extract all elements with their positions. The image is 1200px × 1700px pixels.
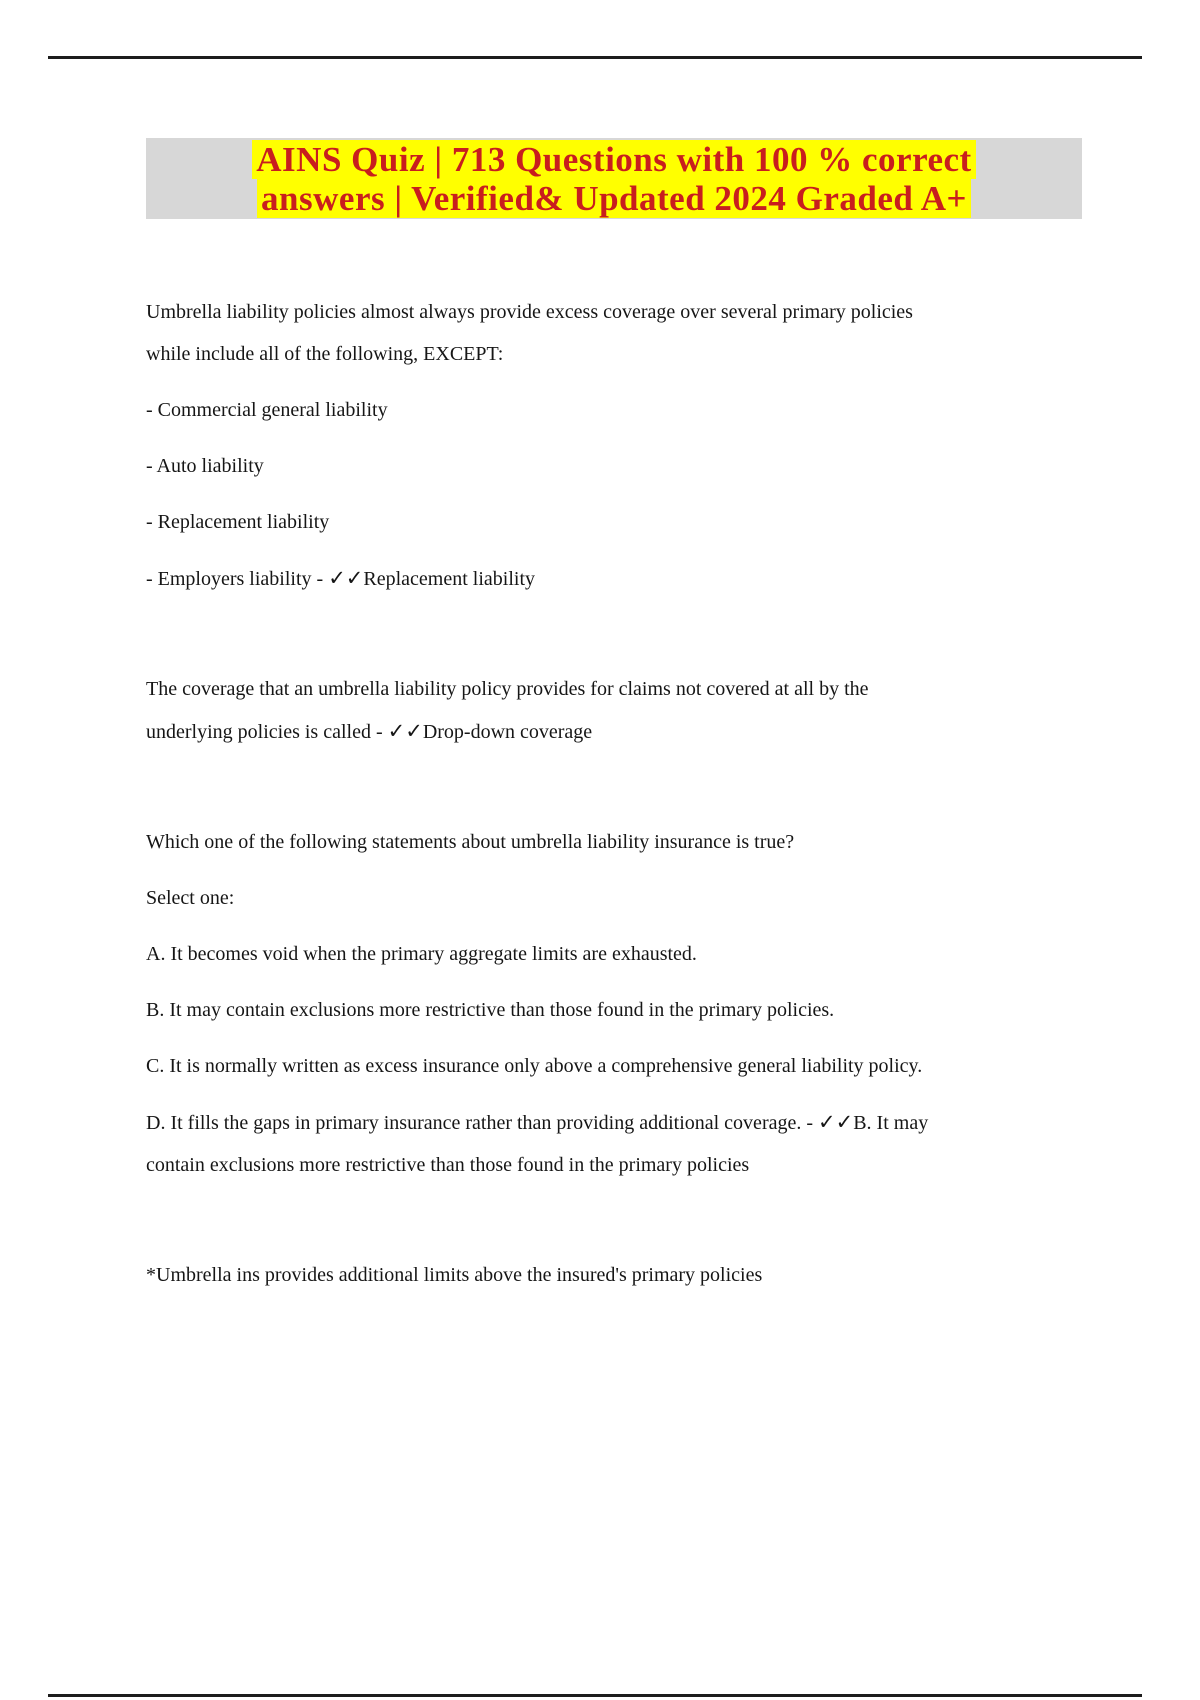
title-highlight: answers | Verified& Updated 2024 Graded A+ (257, 179, 971, 218)
document-title-line-2 (146, 179, 1082, 218)
text-line: while include all of the following, EXCEPT: (146, 343, 504, 365)
paragraph (146, 501, 1046, 543)
text-line: - Auto liability (146, 455, 264, 477)
text-line: Select one: (146, 887, 235, 909)
checkmark-icon: ✓✓ (387, 719, 423, 743)
document-body (146, 291, 1046, 1310)
text-line: The coverage that an umbrella liability policy provides for claims not covered at all by the (146, 678, 869, 700)
paragraph (146, 557, 1046, 600)
text-line: - Employers liability - ✓✓Replacement liability (146, 566, 536, 590)
text-line: Umbrella liability policies almost always provide excess coverage over several primary policies (146, 301, 913, 323)
text-line: C. It is normally written as excess insurance only above a comprehensive general liability policy. (146, 1055, 923, 1077)
text-line: B. It may contain exclusions more restrictive than those found in the primary policies. (146, 999, 835, 1021)
text-line: D. It fills the gaps in primary insurance rather than providing additional coverage. - ✓✓B. It may (146, 1110, 929, 1134)
paragraph (146, 1101, 1046, 1186)
text-line: *Umbrella ins provides additional limits above the insured's primary policies (146, 1264, 763, 1286)
paragraph (146, 989, 1046, 1031)
top-rule (48, 56, 1142, 59)
title-highlight: AINS Quiz | 713 Questions with 100 % correct (252, 140, 975, 179)
paragraph (146, 933, 1046, 975)
checkmark-icon: ✓✓ (328, 566, 364, 590)
checkmark-icon: ✓✓ (818, 1110, 854, 1134)
paragraph (146, 1045, 1046, 1087)
text-line: Which one of the following statements about umbrella liability insurance is true? (146, 831, 795, 853)
paragraph (146, 291, 1046, 375)
document-title-line-1 (146, 140, 1082, 179)
paragraph (146, 445, 1046, 487)
text-line: A. It becomes void when the primary aggregate limits are exhausted. (146, 943, 697, 965)
text-line: contain exclusions more restrictive than those found in the primary policies (146, 1154, 750, 1176)
paragraph (146, 821, 1046, 863)
text-line: - Replacement liability (146, 511, 330, 533)
paragraph (146, 1254, 1046, 1296)
title-band (146, 138, 1082, 219)
paragraph (146, 877, 1046, 919)
paragraph (146, 668, 1046, 753)
text-line: underlying policies is called - ✓✓Drop-down coverage (146, 719, 593, 743)
paragraph (146, 389, 1046, 431)
text-line: - Commercial general liability (146, 399, 388, 421)
bottom-rule (48, 1694, 1142, 1697)
